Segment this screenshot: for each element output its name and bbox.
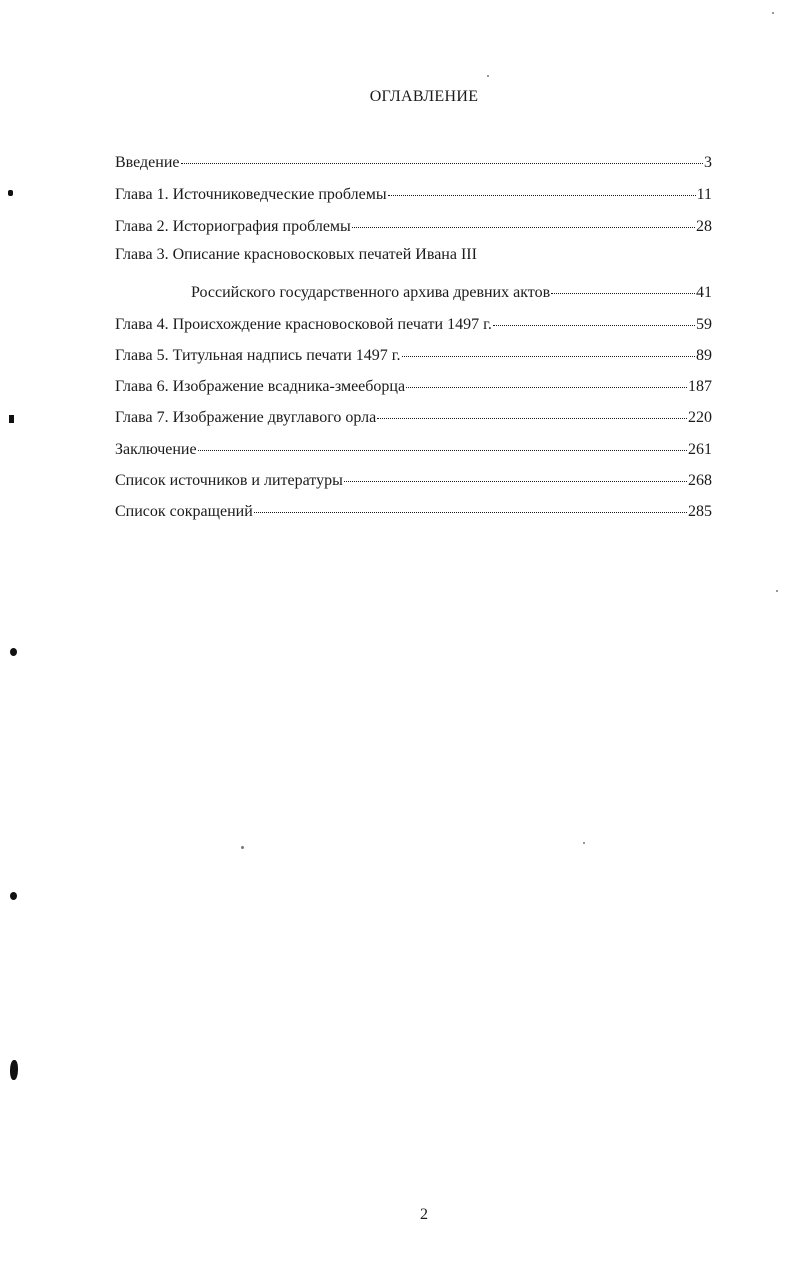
page-number: 2 <box>420 1206 428 1223</box>
toc-entry-page: 11 <box>696 186 712 203</box>
toc-entry-label: Глава 7. Изображение двуглавого орла <box>115 409 377 426</box>
toc-leader-dots <box>388 179 696 196</box>
scan-speck <box>487 75 489 77</box>
toc-entry-page: 187 <box>688 378 712 395</box>
toc-entry-label: Заключение <box>115 441 197 458</box>
toc-entry[interactable] <box>115 468 712 492</box>
toc-leader-dots <box>406 371 687 388</box>
page-title: ОГЛАВЛЕНИЕ <box>369 88 479 105</box>
scan-speck <box>772 12 774 14</box>
toc-entry-page: 59 <box>696 316 712 333</box>
toc-entry-label: Список сокращений <box>115 503 253 520</box>
scan-speck <box>583 842 585 844</box>
toc-entry[interactable] <box>115 214 712 238</box>
scan-speck <box>10 892 17 900</box>
toc-leader-dots <box>254 496 687 513</box>
toc-entry[interactable] <box>115 246 712 270</box>
toc-entry[interactable] <box>115 405 712 429</box>
toc-entry-page: 268 <box>688 472 712 489</box>
scan-speck <box>10 1060 18 1080</box>
toc-entry-page: 285 <box>688 503 712 520</box>
toc-entry-label: Глава 5. Титульная надпись печати 1497 г. <box>115 347 401 364</box>
toc-entry-label: Глава 6. Изображение всадника-змееборца <box>115 378 406 395</box>
toc-entry-page: 89 <box>696 347 712 364</box>
toc-leader-dots <box>344 465 687 482</box>
toc-entry[interactable] <box>115 374 712 398</box>
toc-entry[interactable] <box>115 312 712 336</box>
toc-leader-dots <box>198 434 687 451</box>
scan-speck <box>10 648 17 656</box>
toc-entry-page: 220 <box>688 409 712 426</box>
toc-leader-dots <box>181 147 704 164</box>
toc-leader-dots <box>493 309 695 326</box>
toc-entry-label: Российского государственного архива древних актов <box>191 284 551 301</box>
toc-entry-page: 3 <box>704 154 712 171</box>
toc-leader-dots <box>402 340 695 357</box>
toc-entry-label: Список источников и литературы <box>115 472 343 489</box>
toc-entry-page: 41 <box>696 284 712 301</box>
toc-entry[interactable] <box>115 343 712 367</box>
toc-entry[interactable] <box>115 182 712 206</box>
toc-entry[interactable] <box>115 499 712 523</box>
toc-entry-label: Глава 3. Описание красновосковых печатей Ивана III <box>115 246 477 263</box>
scan-speck <box>241 846 244 849</box>
toc-entry[interactable] <box>115 150 712 174</box>
toc-leader-dots <box>352 211 695 228</box>
scan-speck <box>8 190 13 196</box>
scan-speck <box>9 415 14 423</box>
toc-entry-label: Глава 4. Происхождение красновосковой печати 1497 г. <box>115 316 492 333</box>
scan-speck <box>776 590 778 592</box>
toc-entry-label: Глава 1. Источниковедческие проблемы <box>115 186 387 203</box>
toc-leader-dots <box>551 277 695 294</box>
toc-leader-dots <box>377 402 687 419</box>
toc-entry-page: 28 <box>696 218 712 235</box>
toc-entry-page: 261 <box>688 441 712 458</box>
toc-entry-label: Введение <box>115 154 180 171</box>
toc-entry[interactable] <box>115 437 712 461</box>
toc-entry-label: Глава 2. Историография проблемы <box>115 218 351 235</box>
toc-entry-continuation[interactable] <box>191 280 712 304</box>
